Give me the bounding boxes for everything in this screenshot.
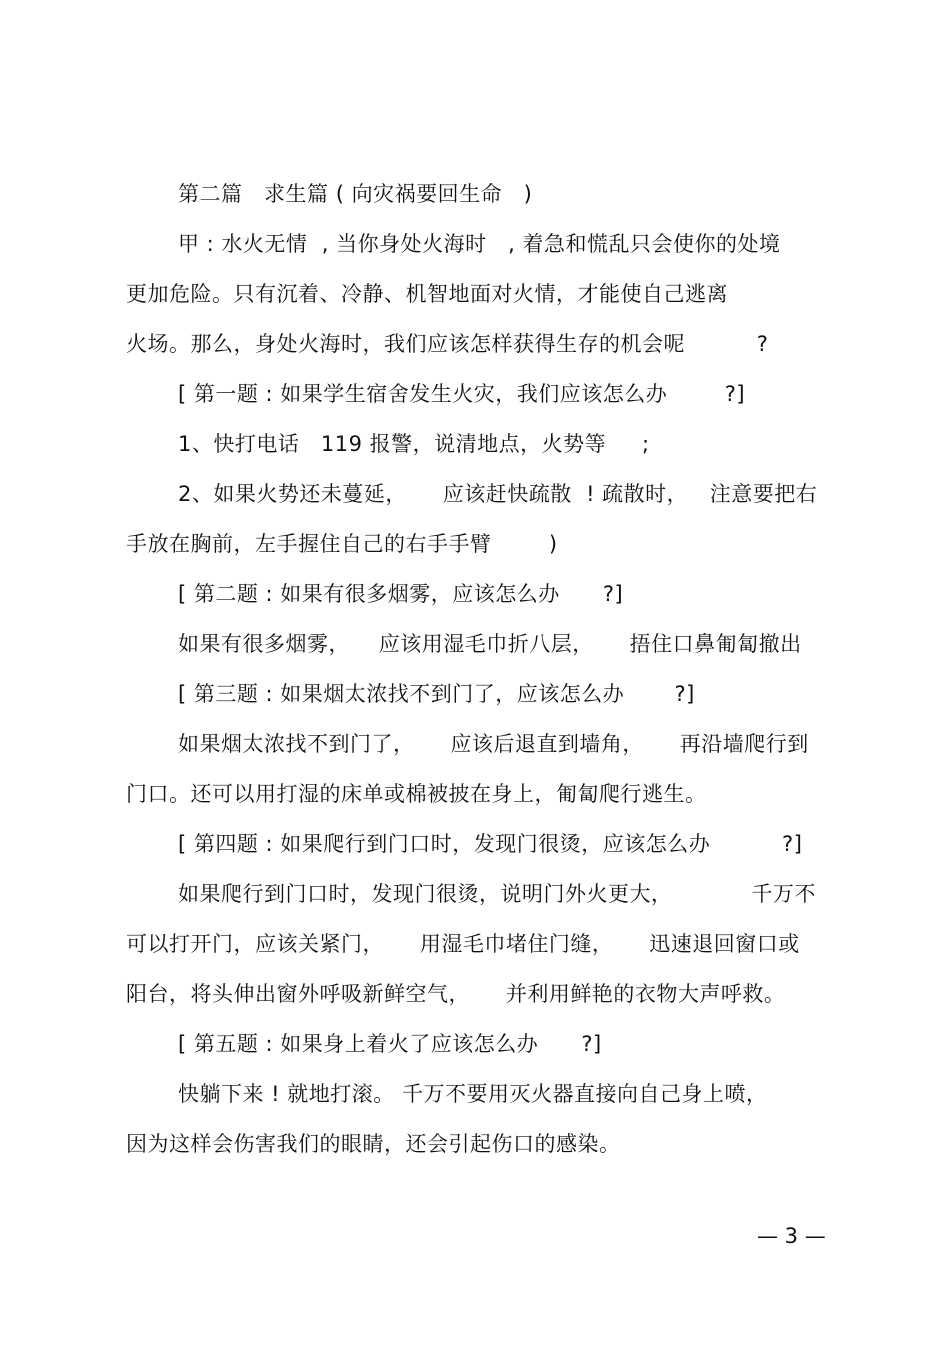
- paragraph-line: 更加危险。只有沉着、冷静、机智地面对火情，才能使自己逃离: [126, 282, 728, 306]
- answer-line: 门口。还可以用打湿的床单或棉被披在身上，匍匐爬行逃生。: [126, 782, 707, 806]
- answer-line: 1、快打电话 119 报警，说清地点，火势等 ;: [178, 432, 650, 456]
- paragraph-line: 火场。那么，身处火海时，我们应该怎样获得生存的机会呢 ?: [126, 332, 769, 356]
- answer-line: 如果有很多烟雾， 应该用湿毛巾折八层， 捂住口鼻匍匐撤出: [178, 632, 802, 656]
- paragraph-line: 甲 : 水火无情 , 当你身处火海时 , 着急和慌乱只会使你的处境: [178, 232, 781, 256]
- page-number: — 3 —: [757, 1224, 826, 1248]
- answer-line: 手放在胸前，左手握住自己的右手手臂 ): [126, 532, 558, 556]
- answer-line: 快躺下来 ! 就地打滚。 千万不要用灭火器直接向自己身上喷，: [178, 1082, 768, 1106]
- answer-line: 如果烟太浓找不到门了， 应该后退直到墙角， 再沿墙爬行到: [178, 732, 809, 756]
- question-heading: [ 第二题 : 如果有很多烟雾，应该怎么办 ?]: [178, 582, 624, 606]
- question-heading: [ 第五题 : 如果身上着火了应该怎么办 ?]: [178, 1032, 602, 1056]
- answer-line: 如果爬行到门口时，发现门很烫，说明门外火更大， 千万不: [178, 882, 816, 906]
- answer-line: 可以打开门，应该关紧门， 用湿毛巾堵住门缝， 迅速退回窗口或: [126, 932, 800, 956]
- question-heading: [ 第三题 : 如果烟太浓找不到门了，应该怎么办 ?]: [178, 682, 695, 706]
- answer-line: 2、如果火势还未蔓延， 应该赶快疏散 ! 疏散时， 注意要把右: [178, 482, 818, 506]
- question-heading: [ 第四题 : 如果爬行到门口时，发现门很烫，应该怎么办 ?]: [178, 832, 803, 856]
- answer-line: 阳台，将头伸出窗外呼吸新鲜空气， 并利用鲜艳的衣物大声呼救。: [126, 982, 786, 1006]
- section-heading: 第二篇 求生篇 ( 向灾祸要回生命 ): [178, 182, 533, 206]
- question-heading: [ 第一题 : 如果学生宿舍发生火灾，我们应该怎么办 ?]: [178, 382, 746, 406]
- answer-line: 因为这样会伤害我们的眼睛，还会引起伤口的感染。: [126, 1132, 621, 1156]
